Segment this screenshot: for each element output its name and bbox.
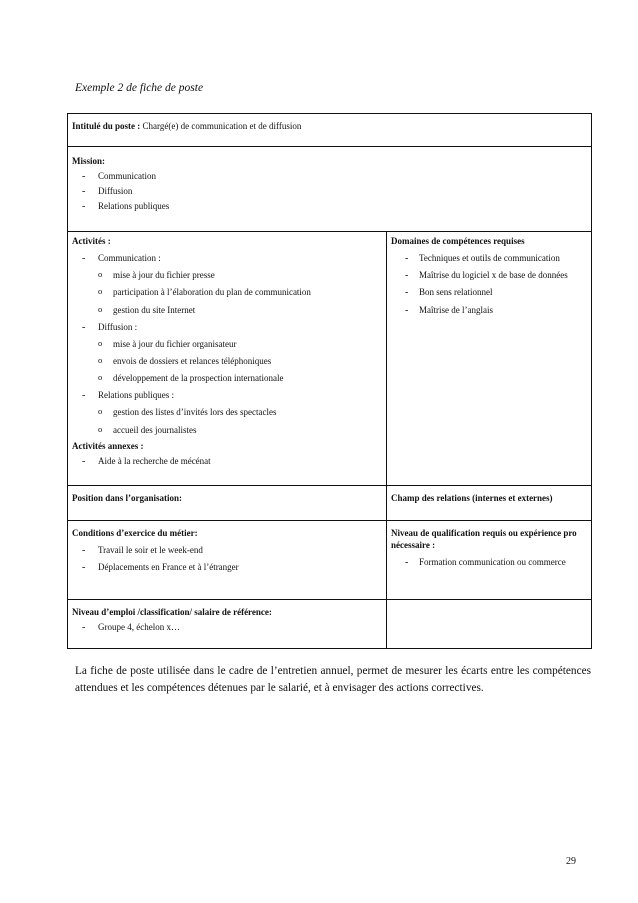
cell-empty — [387, 600, 592, 649]
cell-mission — [68, 147, 592, 232]
activites-annexes-list — [72, 455, 382, 467]
cell-position — [68, 486, 387, 521]
list-item: - Techniques et outils de communication — [391, 252, 587, 264]
position-label: Position dans l’organisation: — [72, 493, 183, 503]
job-description-table — [67, 113, 592, 649]
niveau-list — [72, 621, 382, 633]
competences-list — [391, 252, 587, 316]
list-item: o envois de dossiers et relances téléphoniques — [98, 355, 382, 367]
qualification-label: Niveau de qualification requis ou expérience pro nécessaire : — [391, 528, 577, 551]
list-item: - Bon sens relationnel — [391, 286, 587, 298]
activity-group — [72, 389, 382, 435]
list-item: o mise à jour du fichier presse — [98, 269, 382, 281]
row-conditions — [68, 521, 592, 600]
cell-niveau — [68, 600, 387, 649]
cell-champ — [387, 486, 592, 521]
row-mission — [68, 147, 592, 232]
row-niveau — [68, 600, 592, 649]
list-item: - Aide à la recherche de mécénat — [72, 455, 382, 467]
champ-label: Champ des relations (internes et externes) — [391, 493, 553, 503]
mission-label: Mission: — [72, 156, 106, 166]
niveau-label: Niveau d’emploi /classification/ salaire de référence: — [72, 607, 272, 617]
activity-group — [72, 321, 382, 385]
list-item: - Relations publiques — [72, 200, 587, 212]
cell-qualification — [387, 521, 592, 600]
activity-group-title: Communication : — [98, 253, 161, 264]
activity-group-title: Diffusion : — [98, 321, 138, 332]
cell-intitule — [68, 114, 592, 147]
activity-sublist — [98, 338, 382, 384]
list-item: o développement de la prospection internationale — [98, 372, 382, 384]
list-item: o accueil des journalistes — [98, 424, 382, 436]
summary-paragraph: La fiche de poste utilisée dans le cadre de l’entretien annuel, permet de mesurer les écarts entre les compétences attendues et les compétences détenues par le salarié, et à envisager des actions correctives. — [75, 665, 591, 694]
activites-annexes-label: Activités annexes : — [72, 440, 144, 451]
list-item: o gestion du site Internet — [98, 304, 382, 316]
row-position — [68, 486, 592, 521]
conditions-list — [72, 544, 382, 573]
activites-label: Activités : — [72, 236, 111, 246]
cell-conditions — [68, 521, 387, 600]
activites-list — [72, 252, 382, 436]
list-item: - Groupe 4, échelon x… — [72, 621, 382, 633]
list-item: - Déplacements en France et à l’étranger — [72, 561, 382, 573]
conditions-label: Conditions d’exercice du métier: — [72, 528, 198, 538]
mission-list — [72, 170, 587, 212]
competences-label: Domaines de compétences requises — [391, 236, 525, 246]
activity-sublist — [98, 269, 382, 315]
list-item: o gestion des listes d’invités lors des spectacles — [98, 406, 382, 418]
list-item: o participation à l’élaboration du plan de communication — [98, 286, 382, 298]
activity-group — [72, 252, 382, 316]
list-item: - Formation communication ou commerce — [391, 556, 587, 568]
cell-competences — [387, 232, 592, 486]
intitule-value: Chargé(e) de communication et de diffusion — [142, 121, 302, 131]
qualification-list — [391, 556, 587, 568]
list-item: - Travail le soir et le week-end — [72, 544, 382, 556]
page-number: 29 — [566, 856, 576, 867]
intitule-label: Intitulé du poste : — [72, 121, 141, 131]
list-item: - Maîtrise du logiciel x de base de données — [391, 269, 587, 281]
list-item: - Diffusion — [72, 185, 587, 197]
cell-activites — [68, 232, 387, 486]
activity-sublist — [98, 406, 382, 435]
row-intitule — [68, 114, 592, 147]
list-item: - Maîtrise de l’anglais — [391, 304, 587, 316]
row-activites — [68, 232, 592, 486]
document-caption: Exemple 2 de fiche de poste — [75, 82, 204, 94]
activity-group-title: Relations publiques : — [98, 390, 174, 401]
list-item: o mise à jour du fichier organisateur — [98, 338, 382, 350]
list-item: - Communication — [72, 170, 587, 182]
